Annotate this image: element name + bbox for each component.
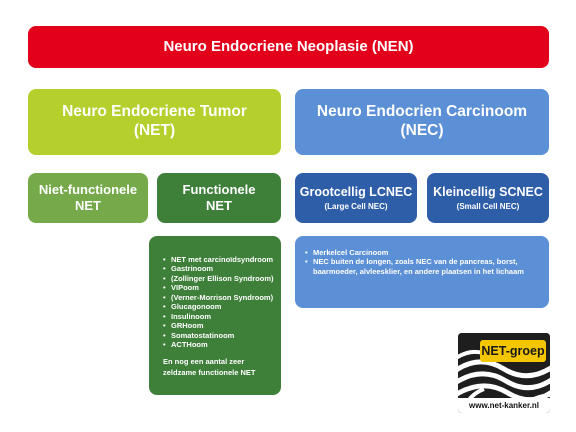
functional-net-list-box <box>149 236 281 395</box>
nec-title: Neuro Endocrien Carcinoom <box>316 103 528 121</box>
functional-suffix: NET <box>206 198 232 213</box>
net-abbreviation: (NET) <box>133 122 176 139</box>
net-groep-logo <box>458 333 550 413</box>
list-item: • NET met carcinoïdsyndroom <box>163 255 274 264</box>
footnote-line: En nog een aantal zeer <box>163 357 245 367</box>
nec-box <box>295 89 549 155</box>
diagram-title: Neuro Endocriene Neoplasie (NEN) <box>163 38 414 55</box>
list-item: • Insulinoom <box>163 312 274 321</box>
list-item: • ACTHoom <box>163 340 274 349</box>
list-item: • (Verner-Morrison Syndroom) <box>163 293 274 302</box>
non-functional-suffix: NET <box>75 198 101 213</box>
title-bar <box>28 26 549 68</box>
list-item: • VIPoom <box>163 283 274 292</box>
non-functional-net-box <box>28 173 148 223</box>
small-cell-nec-box <box>427 173 549 223</box>
non-functional-label: Niet-functionele <box>38 182 138 198</box>
small-cell-title: Kleincellig SCNEC <box>433 184 543 199</box>
nec-abbreviation: (NEC) <box>400 122 444 139</box>
functional-footnote <box>163 357 256 377</box>
net-box <box>28 89 281 155</box>
list-item: • GRHoom <box>163 321 274 330</box>
list-item: • (Zollinger Ellison Syndroom) <box>163 274 274 283</box>
functional-net-list <box>163 255 274 349</box>
functional-net-box <box>157 173 281 223</box>
nec-list <box>305 248 539 276</box>
large-cell-title: Grootcellig LCNEC <box>299 184 413 199</box>
small-cell-subtitle: (Small Cell NEC) <box>456 201 520 211</box>
footnote-line: zeldzame functionele NET <box>163 367 256 377</box>
list-item: • NEC buiten de longen, zoals NEC van de pancreas, borst, baarmoeder, alvleesklier, en andere plaatsen in het lichaam <box>305 257 539 276</box>
logo-url: www.net-kanker.nl <box>458 398 550 413</box>
list-item: • Gastrinoom <box>163 264 274 273</box>
functional-label: Functionele <box>182 182 256 198</box>
large-cell-subtitle: (Large Cell NEC) <box>324 201 388 211</box>
list-item: • Glucagonoom <box>163 302 274 311</box>
list-item: • Somatostatinoom <box>163 331 274 340</box>
list-item: • Merkelcel Carcinoom <box>305 248 539 257</box>
net-title: Neuro Endocriene Tumor <box>62 103 247 121</box>
large-cell-nec-box <box>295 173 417 223</box>
logo-name: NET-groep <box>480 340 546 362</box>
nec-list-box <box>295 236 549 308</box>
